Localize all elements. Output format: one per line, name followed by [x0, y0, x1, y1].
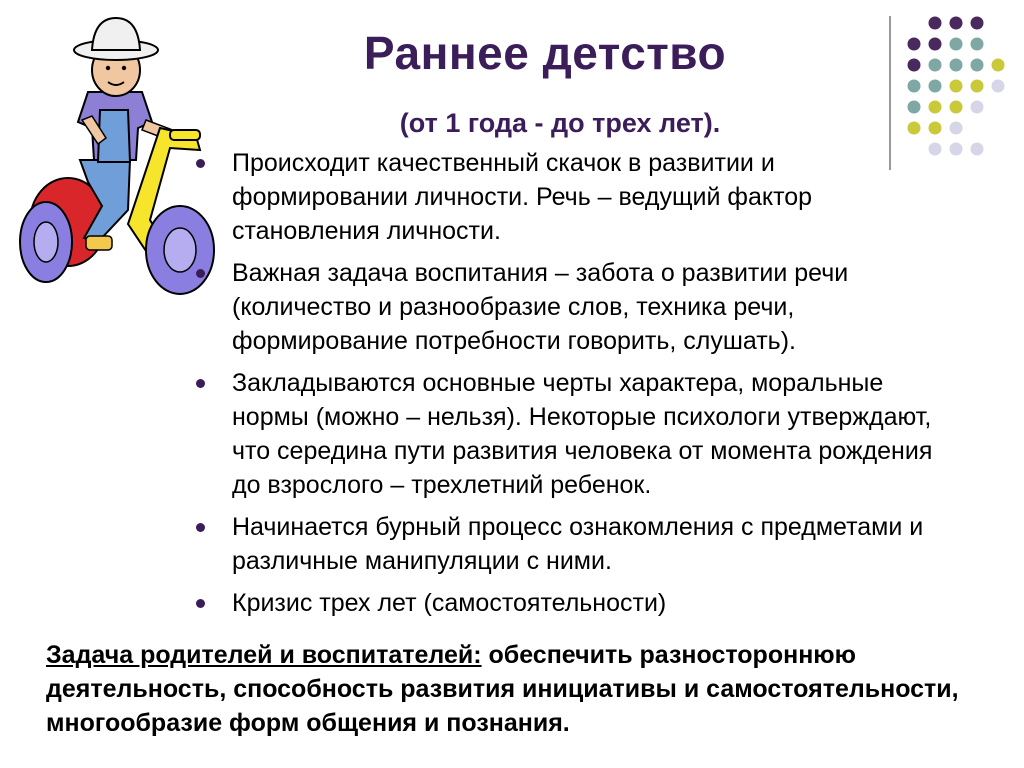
decorative-dot	[908, 38, 921, 51]
decorative-dot	[908, 101, 921, 114]
decorative-dot	[908, 59, 921, 72]
list-item	[192, 146, 932, 248]
decorative-dot	[950, 38, 963, 51]
decorative-dot	[950, 101, 963, 114]
bullet-icon	[196, 379, 205, 388]
decorative-dot	[929, 101, 942, 114]
list-item	[192, 510, 932, 578]
bullet-icon	[196, 599, 205, 608]
bullet-list	[192, 146, 992, 628]
bullet-icon	[196, 269, 205, 278]
list-item	[192, 256, 952, 358]
decorative-dot	[992, 80, 1005, 93]
decorative-dot	[929, 122, 942, 135]
bullet-text: Кризис трех лет (самостоятельности)	[232, 589, 667, 617]
decorative-dot	[950, 122, 963, 135]
decorative-dot	[908, 122, 921, 135]
decorative-dot	[971, 17, 984, 30]
list-item	[192, 366, 952, 502]
slide-title: Раннее детство	[363, 27, 727, 79]
decorative-dot	[929, 59, 942, 72]
slide-subtitle: (от 1 года - до трех лет).	[399, 108, 721, 138]
decorative-dot	[950, 17, 963, 30]
decorative-dot	[950, 59, 963, 72]
bullet-text: Начинается бурный процесс ознакомления с предметами и различные манипуляции с ними.	[232, 513, 924, 575]
footer-task	[46, 638, 986, 740]
decorative-dot	[929, 80, 942, 93]
decorative-dot	[971, 80, 984, 93]
decorative-dot	[929, 38, 942, 51]
bullet-text: Важная задача воспитания – забота о развитии речи (количество и разнообразие слов, техника речи, формирование потребности говорить, слушать).	[232, 259, 849, 355]
decorative-dot	[908, 80, 921, 93]
decorative-dot	[929, 17, 942, 30]
decorative-dot	[971, 59, 984, 72]
decorative-dot	[950, 80, 963, 93]
footer-lead: Задача родителей и воспитателей:	[46, 641, 482, 669]
bullet-icon	[196, 159, 205, 168]
bullet-icon	[196, 523, 205, 532]
footer-text: обеспечить разностороннюю деятельность, способность развития инициативы и самостоятельности, многообразие форм общения и познания.	[46, 641, 959, 737]
decorative-dot	[971, 101, 984, 114]
decorative-dot	[971, 38, 984, 51]
decorative-dot	[992, 59, 1005, 72]
bullet-text: Происходит качественный скачок в развитии и формировании личности. Речь – ведущий фактор становления личности.	[232, 149, 813, 245]
child-on-tricycle-illustration	[10, 10, 220, 300]
list-item	[192, 586, 992, 620]
bullet-text: Закладываются основные черты характера, моральные нормы (можно – нельзя). Некоторые психологи утверждают, что середина пути развития человека от момента рождения до взрослого – трехлетний ребенок.	[232, 369, 933, 499]
